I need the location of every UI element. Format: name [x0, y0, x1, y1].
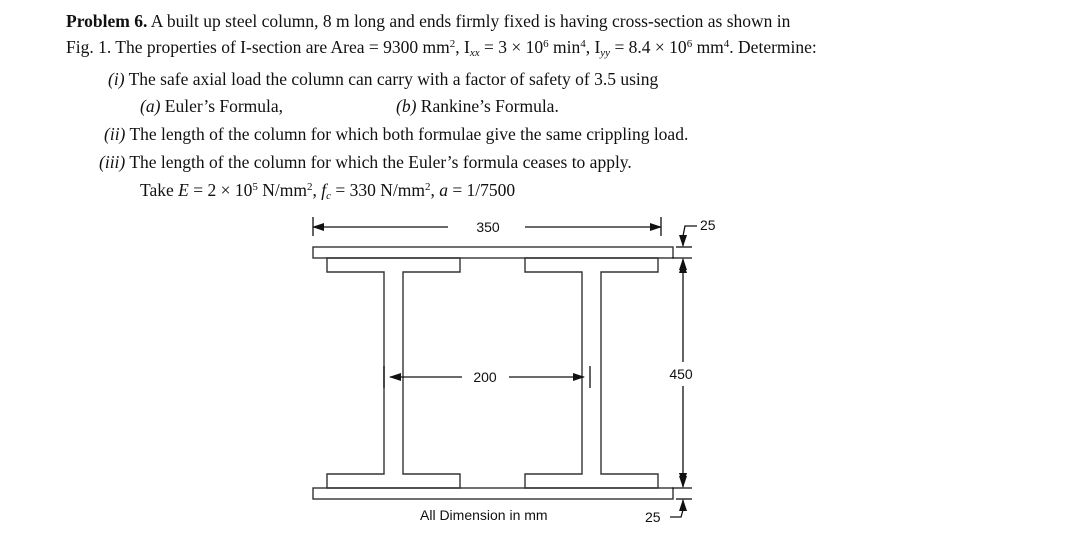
sup: 4: [580, 38, 586, 50]
sup: 4: [723, 38, 730, 50]
problem-text: min: [548, 37, 581, 57]
given-text: Take: [140, 180, 179, 200]
item-number: (ii): [104, 124, 126, 144]
given-text: = 1/7500: [447, 180, 516, 200]
left-i-section: [327, 258, 460, 488]
dim-bottom-plate-label: 25: [645, 509, 661, 525]
dim-top-plate-label: 25: [700, 217, 716, 233]
sup: 2: [306, 181, 313, 193]
item-number: (iii): [99, 152, 126, 172]
sup: 2: [449, 38, 456, 50]
bottom-plate: [313, 488, 673, 499]
dim-height-label: 450: [669, 366, 693, 382]
right-i-section: [525, 258, 658, 488]
sub: yy: [600, 47, 611, 59]
var: E: [178, 180, 189, 200]
given-text: = 2 × 10: [188, 180, 253, 200]
given-text: N/mm: [257, 180, 307, 200]
item-number: (i): [108, 69, 125, 89]
item-number: (a): [140, 96, 161, 116]
problem-text: mm: [692, 37, 724, 57]
problem-text-ixx: , I: [455, 37, 470, 57]
item-text: The safe axial load the column can carry with a factor of safety of 3.5 using: [128, 69, 659, 89]
sub: c: [326, 190, 331, 202]
problem-text-iyy: , I: [585, 37, 601, 57]
item-text: The length of the column for which the Euler’s formula ceases to apply.: [129, 152, 632, 172]
item-text: The length of the column for which both formulae give the same crippling load.: [129, 124, 689, 144]
problem-text: . Determine:: [729, 37, 817, 57]
given-text: = 330 N/mm: [330, 180, 425, 200]
item-number: (b): [396, 96, 417, 116]
figure-caption: All Dimension in mm: [420, 507, 548, 523]
sup: 6: [543, 38, 549, 50]
problem-text-area: Fig. 1. The properties of I-section are Area = 9300 mm: [66, 37, 450, 57]
dimension-lines: [313, 217, 697, 517]
dim-width-label: 350: [476, 219, 500, 235]
dim-inner-label: 200: [473, 369, 497, 385]
sup: 2: [424, 181, 431, 193]
problem-text: = 8.4 × 10: [610, 37, 687, 57]
var: a: [439, 180, 448, 200]
sup: 5: [252, 181, 258, 193]
problem-text: = 3 × 10: [479, 37, 544, 57]
given-text: ,: [430, 180, 440, 200]
problem-label: Problem 6.: [66, 11, 148, 31]
given-text: ,: [312, 180, 322, 200]
var: f: [321, 180, 327, 200]
sup: 6: [686, 38, 693, 50]
item-text: Rankine’s Formula.: [420, 96, 559, 116]
problem-statement-1: A built up steel column, 8 m long and ends firmly fixed is having cross-section as shown in: [150, 11, 791, 31]
sub: xx: [469, 47, 480, 59]
item-text: Euler’s Formula,: [164, 96, 284, 116]
top-plate: [313, 247, 673, 258]
